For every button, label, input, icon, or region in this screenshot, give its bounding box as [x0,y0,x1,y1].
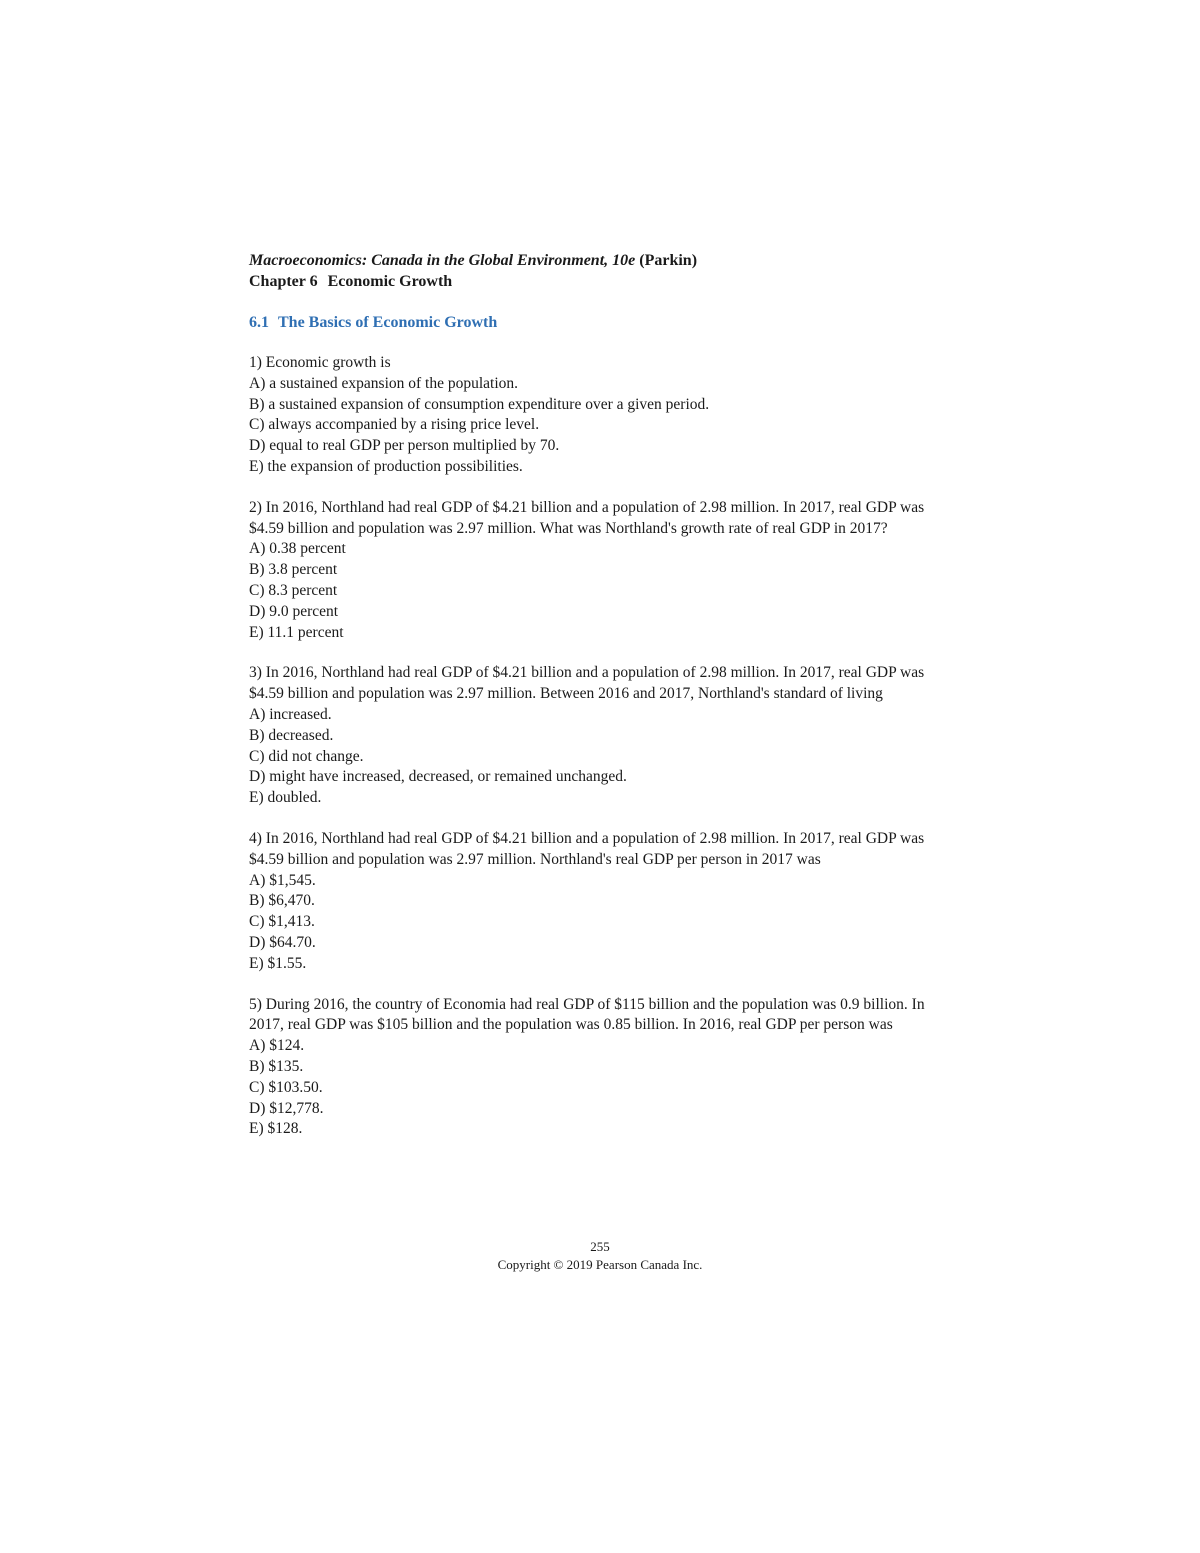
answer-option: E) doubled. [249,789,322,807]
question-2 [249,498,959,644]
chapter-title [249,271,959,292]
page-footer [0,1238,1200,1274]
document-page [249,250,959,1160]
answer-option: C) $1,413. [249,913,315,931]
answer-option: D) $64.70. [249,933,316,951]
section-heading [249,312,959,333]
book-title [249,250,959,271]
section-title: The Basics of Economic Growth [278,314,498,331]
book-title-italic: Macroeconomics: Canada in the Global Environment, 10e [249,252,636,269]
answer-option: B) $6,470. [249,892,315,910]
question-stem: 1) Economic growth is [249,354,391,371]
answer-option: D) 9.0 percent [249,602,339,620]
answer-option: C) did not change. [249,747,364,765]
answer-option: B) 3.8 percent [249,561,338,579]
question-3 [249,663,959,809]
answer-option: A) $124. [249,1037,305,1055]
book-author: (Parkin) [639,252,698,269]
answer-option: B) decreased. [249,726,334,744]
answer-option: C) always accompanied by a rising price level. [249,416,540,434]
chapter-name: Economic Growth [327,273,453,290]
answer-option: D) equal to real GDP per person multiplied by 70. [249,437,560,455]
question-stem: 3) In 2016, Northland had real GDP of $4.21 billion and a population of 2.98 million. In 2017, real GDP was $4.59 billion and population was 2.97 million. Between 2016 and 2017, Northland's standard of living [249,664,925,703]
answer-option: B) a sustained expansion of consumption expenditure over a given period. [249,395,710,413]
answer-option: E) $128. [249,1120,303,1138]
answer-option: A) $1,545. [249,871,316,889]
answer-option: B) $135. [249,1057,304,1075]
section-number: 6.1 [249,314,269,331]
question-1 [249,353,959,478]
answer-option: E) 11.1 percent [249,623,344,641]
question-stem: 2) In 2016, Northland had real GDP of $4.21 billion and a population of 2.98 million. In 2017, real GDP was $4.59 billion and population was 2.97 million. What was Northland's growth rate of real GDP in 2017? [249,498,925,537]
question-stem: 4) In 2016, Northland had real GDP of $4.21 billion and a population of 2.98 million. In 2017, real GDP was $4.59 billion and population was 2.97 million. Northland's real GDP per person in 2017 was [249,829,925,868]
question-5 [249,995,959,1141]
answer-option: A) a sustained expansion of the population. [249,374,519,392]
chapter-number: Chapter 6 [249,273,318,290]
answer-option: C) 8.3 percent [249,581,338,599]
answer-option: D) might have increased, decreased, or remained unchanged. [249,768,627,786]
answer-option: C) $103.50. [249,1078,323,1096]
question-4 [249,829,959,975]
question-stem: 5) During 2016, the country of Economia had real GDP of $115 billion and the population was 0.9 billion. In 2017, real GDP was $105 billion and the population was 0.85 billion. In 2016, real GDP per person was [249,995,925,1034]
answer-option: A) increased. [249,705,332,723]
copyright-notice: Copyright © 2019 Pearson Canada Inc. [497,1257,703,1272]
answer-option: A) 0.38 percent [249,540,346,558]
answer-option: E) $1.55. [249,954,307,972]
page-number: 255 [590,1239,610,1254]
answer-option: D) $12,778. [249,1099,324,1117]
answer-option: E) the expansion of production possibilities. [249,457,523,475]
question-list [249,353,959,1140]
